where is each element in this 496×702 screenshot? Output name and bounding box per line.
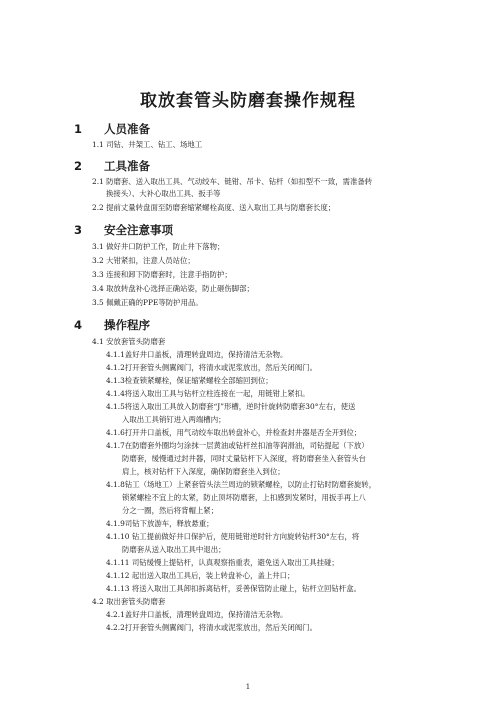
list-item-continuation: 入取出工具销钉进入两端槽内； xyxy=(122,415,226,424)
list-item: 4.1.10 钻工提前做好井口保护后，使用链钳逆时针方向旋转钻杆30°左右，将 xyxy=(106,532,360,541)
list-item-continuation: 防磨套从送入取出工具中退出； xyxy=(122,545,226,554)
section-title: 操作程序 xyxy=(104,318,150,332)
list-item: 2.2 提前丈量转盘面至防磨套缩紧螺栓高度、送入取出工具与防磨套长度； xyxy=(92,203,336,212)
list-item: 3.3 连接和卸下防磨套时，注意手指防护； xyxy=(92,270,232,279)
list-item: 4.1.2打开套管头侧翼阀门，将清水或泥浆放出，然后关闭阀门。 xyxy=(106,363,317,372)
section-number: 3 xyxy=(74,223,83,237)
section-title: 安全注意事项 xyxy=(104,223,173,237)
list-item: 1.1 司钻、井架工、钻工、场地工 xyxy=(92,140,203,149)
section-heading-4 xyxy=(74,317,150,333)
list-item: 4.1.6打开井口盖板，用气动绞车取出转盘补心，并检查封井器是否全开到位； xyxy=(106,428,362,437)
list-item: 2.1 防磨套、送入取出工具、气动绞车、链钳、吊卡、钻杆（如扣型不一致，需准备转 xyxy=(92,177,373,186)
list-item: 4.1.4将送入取出工具与钻杆立柱连接在一起，用链钳上紧扣。 xyxy=(106,389,310,398)
list-item-continuation: 分之一圈，然后将背帽上紧； xyxy=(122,506,219,515)
list-item: 4.1.13 将送入取出工具卸扣拆离钻杆，妥善保管防止碰上，钻杆立回钻杆盒。 xyxy=(106,584,361,593)
list-item: 4.1.3检查锁紧螺栓，保证缩紧螺栓全部缩回到位； xyxy=(106,376,273,385)
list-item: 4.1.5将送入取出工具放入防磨套“J”形槽，逆时针旋转防磨套30°左右，使送 xyxy=(106,402,356,411)
list-item: 3.2 大钳紧扣，注意人员站位； xyxy=(92,256,195,265)
section-number: 2 xyxy=(74,159,83,173)
list-item: 3.1 做好井口防护工作，防止井下落物； xyxy=(92,242,225,251)
list-item: 4.1.12 起出送入取出工具后，装上转盘补心，盖上井口； xyxy=(106,571,295,580)
section-title: 人员准备 xyxy=(104,122,150,136)
page-title: 取放套管头防磨套操作规程 xyxy=(140,91,356,111)
list-item: 4.1.1盖好井口盖板，清理转盘周边，保持清洁无杂物。 xyxy=(106,350,288,359)
list-item: 4.1.7在防磨套外圈均匀涂抹一层黄油或钻杆丝扣油等润滑油，司钻提起（下放） xyxy=(106,441,369,450)
section-heading-3 xyxy=(74,222,173,238)
list-item-continuation: 肩上，核对钻杆下入深度，确保防磨套坐入到位； xyxy=(122,467,285,476)
list-item-continuation: 防磨套，缓慢通过封井器，同时丈量钻杆下入深度，将防磨套坐入套管头台 xyxy=(122,454,366,463)
list-item-continuation: 换接头）、大补心取出工具、扳手等 xyxy=(106,189,221,198)
list-item: 4.1.9司钻下放游车，释放悬重； xyxy=(106,519,214,528)
page-number: 1 xyxy=(245,683,251,691)
section-title: 工具准备 xyxy=(104,159,150,173)
list-item-continuation: 锁紧螺栓不宜上的太紧，防止顶坏防磨套，上扣感到发紧时，用扳手再上八 xyxy=(122,493,366,502)
subsection-heading: 4.2 取出套管头防磨套 xyxy=(92,597,166,606)
section-number: 1 xyxy=(74,122,83,136)
section-number: 4 xyxy=(74,318,83,332)
list-item: 4.1.11 司钻缓慢上提钻杆，认真观察指重表，避免送入取出工具挂碰； xyxy=(106,558,339,567)
list-item: 3.4 取放转盘补心选择正确站姿，防止砸伤脚部； xyxy=(92,284,254,293)
list-item: 4.1.8钻工（场地工）上紧套管头法兰周边的锁紧螺栓，以防止打钻时防磨套旋转， xyxy=(106,480,377,489)
list-item: 4.2.1盖好井口盖板，清理转盘周边，保持清洁无杂物。 xyxy=(106,610,288,619)
subsection-heading: 4.1 安放套管头防磨套 xyxy=(92,337,166,346)
section-heading-1 xyxy=(74,121,150,137)
list-item: 4.2.2打开套管头侧翼阀门，将清水或泥浆放出，然后关闭阀门。 xyxy=(106,623,317,632)
section-heading-2 xyxy=(74,158,150,174)
list-item: 3.5 佩戴正确的PPE等防护用品。 xyxy=(92,298,203,307)
